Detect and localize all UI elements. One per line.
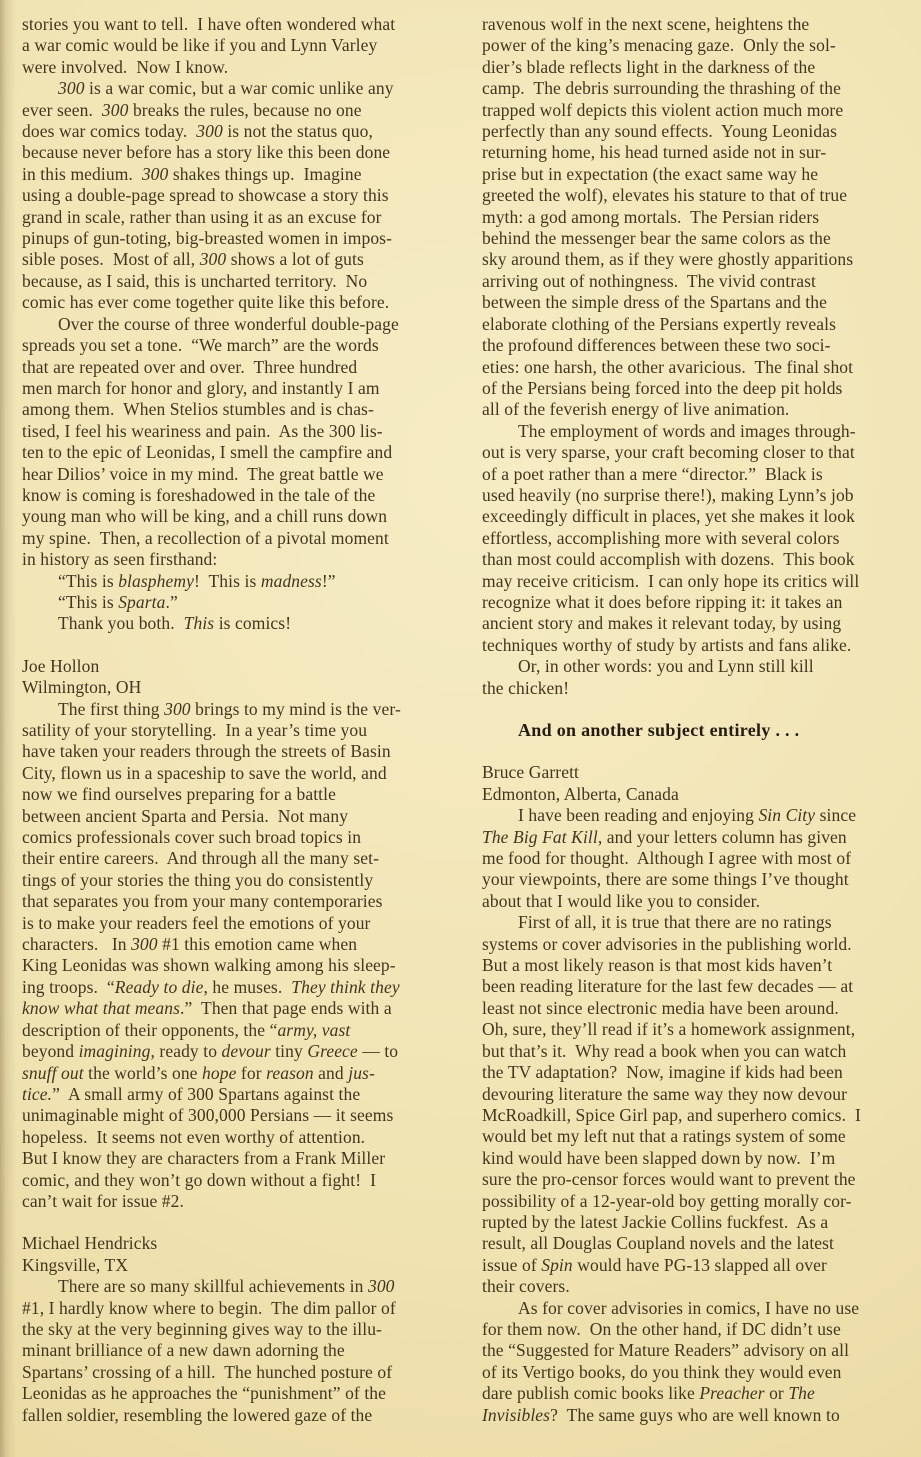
italic-text-segment: hope xyxy=(202,1062,237,1083)
italic-text-segment: Sin City xyxy=(758,805,816,826)
text-segment: Bruce Garrett Edmonton, Alberta, Canada xyxy=(482,762,679,804)
text-segment: is comics! xyxy=(214,613,292,634)
text-segment: The first thing xyxy=(58,698,165,719)
vertical-gap xyxy=(482,699,920,720)
italic-text-segment: madness xyxy=(260,570,322,591)
text-segment: ravenous wolf in the next scene, heightens the power of the king’s menacing gaze. Only the sol- dier’s blade reflects light in the darkness of the camp. The debris surrounding the thrashing of the trapped wolf depicts this violent action much more perfectly than any sound effects. Young Leonidas returning home, his head turned aside not in sur- prise but in expectation (the exact same way he greeted the wolf), elevates his stature to that of true myth: a god among mortals. The Persian riders behind the messenger bear the same colors as the sky around them, as if they were ghostly apparitions arriving out of nothingness. The vivid contrast between the simple dress of the Spartans and the elaborate clothing of the Persians expertly reveals the profound differences between these two soci- eties: one harsh, the other avaricious. The final shot of the Persians being forced into the deep pit holds all of the feverish energy of live animation. xyxy=(482,14,854,420)
italic-text-segment: 300 xyxy=(199,249,227,270)
quote-line xyxy=(22,592,460,613)
letters-column-right xyxy=(482,14,920,1426)
text-segment: .” xyxy=(165,591,178,612)
letter-signature xyxy=(22,656,460,699)
paragraph xyxy=(22,1276,460,1426)
text-segment: ” A small army of 300 Spartans against the unimaginable might of 300,000 Persians — it seems hopeless. It seems not even worthy of attention. But I know they are characters from a Frank Miller comic, and they won’t go down without a fight! I can’t wait for issue #2. xyxy=(22,1083,394,1211)
letters-column-left xyxy=(22,14,460,1426)
italic-text-segment: reason xyxy=(266,1062,314,1083)
text-segment: .” Then that page ends with a description of their opponents, the “ xyxy=(22,998,392,1040)
italic-text-segment: 300 xyxy=(131,934,158,955)
italic-text-segment: Preacher xyxy=(699,1383,765,1404)
italic-text-segment: army, vast xyxy=(277,1019,351,1040)
italic-text-segment: devour xyxy=(221,1041,271,1062)
text-segment: , he muses. xyxy=(203,976,292,997)
text-segment: As for cover advisories in comics, I have no use for them now. On the other hand, if DC didn’t use the “Suggested for Mature Readers” advisory on all of its Vertigo books, do you think they would even dare publish comic books like xyxy=(482,1297,860,1404)
italic-text-segment: Sparta xyxy=(118,591,166,612)
text-segment: tiny xyxy=(270,1041,308,1062)
letter-continuation-paragraph xyxy=(22,14,460,78)
text-segment: There are so many skillful achievements in xyxy=(58,1276,368,1297)
text-segment: beyond xyxy=(22,1041,75,1062)
text-segment: “This is xyxy=(58,570,119,591)
text-segment: for xyxy=(236,1062,267,1083)
text-segment: brings to my mind is the ver- satility of your storytelling. In a year’s time you have taken your readers through the streets of Basin City, flown us in a spaceship to save the world, and now we find ourselves preparing for a battle between ancient Sparta and Persia. Not many comics professionals cover such broad topics in their entire careers. And through all the many set- tings of your stories the thing you do consistently that separates you from your many contemporaries is to make your readers feel the emotions of your characters. In xyxy=(22,698,401,955)
text-segment: ? The same guys who are well known to xyxy=(550,1404,840,1425)
text-segment: Michael Hendricks Kingsville, TX xyxy=(22,1233,158,1275)
text-segment: #1, I hardly know where to begin. The dim pallor of the sky at the very beginning gives way to the illu- minant brilliance of a new dawn adorning the Spartans’ crossing of a hill. The hunched posture of Leonidas as he approaches the “punishment” of the fallen soldier, resembling the lowered gaze of the xyxy=(22,1297,396,1425)
italic-text-segment: Spin xyxy=(541,1254,573,1275)
text-segment: is not the status quo, because never before has a story like this been done in this medium. xyxy=(22,121,391,184)
text-segment: shows a lot of guts because, as I said, this is uncharted territory. No comic has ever come together quite like this before. xyxy=(22,249,390,313)
text-segment: And on another subject entirely . . . xyxy=(518,720,800,740)
paragraph xyxy=(22,699,460,1213)
text-segment: or xyxy=(764,1383,789,1404)
text-segment: stories you want to tell. I have often wondered what a war comic would be like if you and Lynn Varley were involved. Now I know. xyxy=(22,14,396,77)
text-segment: breaks the rules, because no one does war comics today. xyxy=(22,99,362,142)
text-segment: and xyxy=(313,1062,349,1083)
text-segment: #1 this emotion came when King Leonidas was shown walking among his sleep- ing troops. “ xyxy=(22,934,396,997)
italic-text-segment: 300 xyxy=(367,1276,395,1297)
text-segment: the world’s one xyxy=(83,1062,203,1083)
paragraph xyxy=(482,805,920,912)
quote-line xyxy=(22,613,460,634)
italic-text-segment: blasphemy xyxy=(118,570,194,591)
text-segment: ! This is xyxy=(193,570,261,591)
paragraph xyxy=(482,1298,920,1426)
italic-text-segment: imagining xyxy=(78,1041,151,1062)
italic-text-segment: 300 xyxy=(196,121,223,142)
text-segment: , and your letters column has given me food for thought. Although I agree with most of your viewpoints, there are some things I’ve thought about that I would like you to consider. xyxy=(482,826,852,911)
italic-text-segment: They think they know what that means xyxy=(22,976,400,1019)
italic-text-segment: The Big Fat Kill xyxy=(482,826,598,847)
text-segment: The employment of words and images through- out is very sparse, your craft becoming closer to that of a poet rather than a mere “director.” Black is used heavily (no surprise there!), making Lynn’s job exceedingly difficult in places, yet she makes it look effortless, accomplishing more with several colors than most could accomplish with dozens. This book may receive criticism. I can only hope its critics will recognize what it does before ripping it: it takes an ancient story and makes it relevant today, by using techniques worthy of study by artists and fans alike. xyxy=(482,420,860,655)
text-segment: Over the course of three wonderful double-page spreads you set a tone. “We march” are the words that are repeated over and over. Three hundred men march for honor and glory, and instantly I am among them. When Stelios stumbles and is chas- tised, I feel his weariness and pain. As the 300 lis- ten to the epic of Leonidas, I smell the campfire and hear Dilios’ voice in my mind. The great battle we know is coming is foreshadowed in the tale of the young man who will be king, and a chill runs down my spine. Then, a recollection of a pivotal moment in history as seen firsthand: xyxy=(22,313,399,570)
text-segment: Thank you both. xyxy=(58,613,184,634)
italic-text-segment: 300 xyxy=(141,163,169,184)
italic-text-segment: snuff out xyxy=(22,1062,84,1083)
italic-text-segment: 300 xyxy=(101,99,129,120)
text-segment: would have PG-13 slapped all over their covers. xyxy=(482,1254,827,1297)
italic-text-segment: This xyxy=(183,613,215,634)
text-segment: shakes things up. Imagine using a double-page spread to showcase a story this grand in scale, rather than using it as an excuse for pinups of gun-toting, big-breasted women in impos- sible poses. Most of all, xyxy=(22,163,393,270)
text-segment: is a war comic, but a war comic unlike any ever seen. xyxy=(22,78,394,120)
text-segment: I have been reading and enjoying xyxy=(518,805,759,826)
italic-text-segment: 300 xyxy=(164,698,191,719)
text-segment: Or, in other words: you and Lynn still kill the chicken! xyxy=(482,656,814,698)
paragraph xyxy=(22,314,460,571)
text-segment: , ready to xyxy=(150,1041,222,1062)
text-segment: since xyxy=(819,805,857,826)
vertical-gap xyxy=(482,741,920,762)
italic-text-segment: 300 xyxy=(58,78,85,99)
text-segment: “This is xyxy=(58,591,119,612)
quote-line xyxy=(22,571,460,592)
paragraph xyxy=(482,421,920,656)
vertical-gap xyxy=(22,635,460,656)
vertical-gap xyxy=(22,1212,460,1233)
letter-continuation-paragraph xyxy=(482,14,920,421)
italic-text-segment: Greece xyxy=(307,1041,358,1062)
section-heading xyxy=(482,720,920,741)
italic-text-segment: Ready to die xyxy=(114,976,204,997)
text-segment: First of all, it is true that there are no ratings systems or cover advisories in the publishing world. But a most likely reason is that most kids haven’t been reading literature for the last few decades — at least not since electronic media have been around. Oh, sure, they’ll read if it’s a homework assignment, but that’s it. Why read a book when you can watch the TV adaptation? Now, imagine if kids had been devouring literature the same way they now devour McRoadkill, Spice Girl pap, and superhero comics. I would bet my left nut that a ratings system of some kind would have been slapped down by now. I’m sure the pro-censor forces would want to prevent the possibility of a 12-year-old boy getting morally cor- rupted by the latest Jackie Collins fuckfest. As a result, all Douglas Coupland novels and the latest issue of xyxy=(482,912,861,1275)
letter-signature xyxy=(22,1233,460,1276)
paragraph xyxy=(482,656,920,699)
text-segment: Joe Hollon Wilmington, OH xyxy=(22,655,142,698)
page-edge-shadow xyxy=(0,0,16,1457)
letter-signature xyxy=(482,762,920,805)
text-segment: — to xyxy=(362,1041,399,1062)
italic-text-segment: jus- tice. xyxy=(22,1062,375,1104)
italic-text-segment: The Invisibles xyxy=(482,1383,815,1425)
paragraph xyxy=(482,912,920,1297)
paragraph xyxy=(22,78,460,313)
text-segment: !” xyxy=(321,570,336,591)
